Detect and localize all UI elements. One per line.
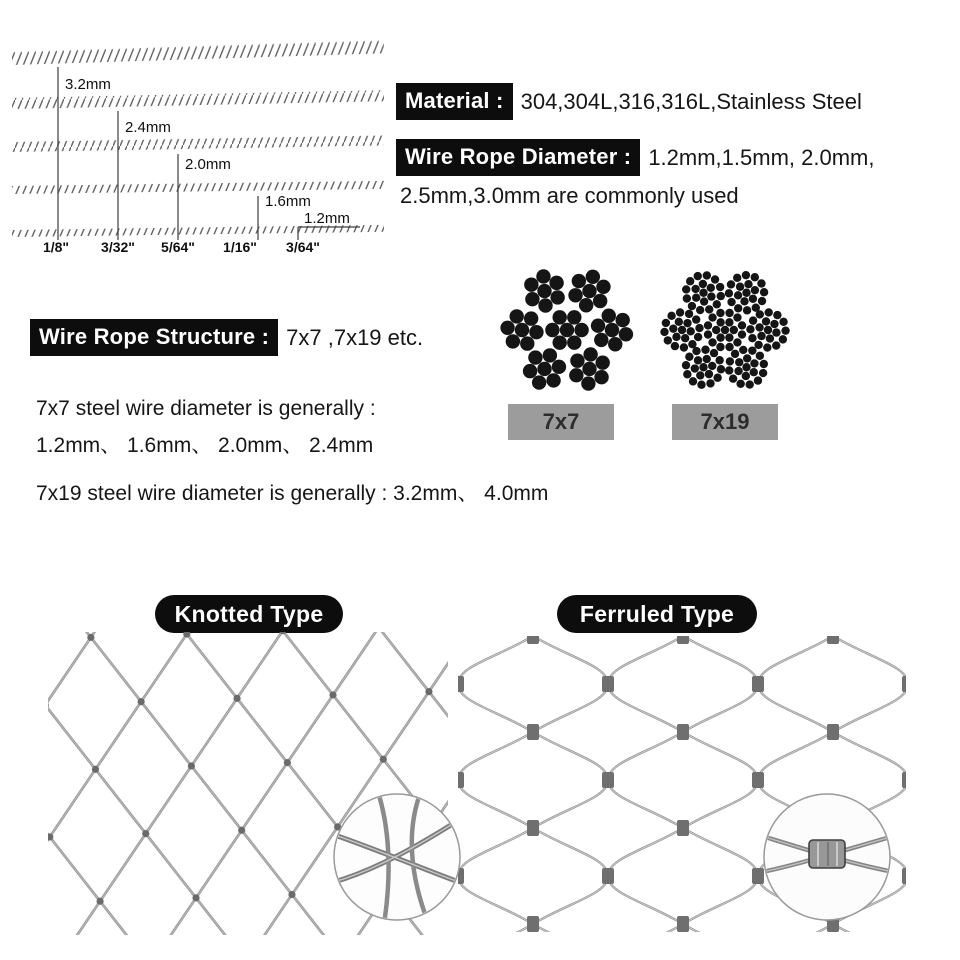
ferrule-detail-inset (756, 786, 898, 928)
rope-2-4mm (12, 90, 384, 109)
rope-illustrations (12, 40, 384, 237)
note-7x19: 7x19 steel wire diameter is generally : 3.2mm、 4.0mm (36, 482, 549, 505)
strand-7x7-cross-section-image (494, 257, 640, 403)
wire-rope-diameter-label: Wire Rope Diameter : (396, 139, 640, 176)
type-label-7x19: 7x19 (672, 404, 778, 440)
wire-rope-structure-label: Wire Rope Structure : (30, 319, 278, 356)
size-label-4: 1.2mm (304, 210, 350, 227)
wire-rope-structure-row (30, 319, 423, 356)
strand-7x19-cross-section-image (654, 262, 796, 398)
note-7x7-line1: 7x7 steel wire diameter is generally : (36, 397, 376, 420)
fraction-label-0: 1/8" (42, 239, 70, 255)
fraction-labels (43, 239, 320, 255)
material-row (396, 83, 862, 120)
material-label: Material : (396, 83, 513, 120)
wire-rope-diameter-diagram (8, 36, 393, 266)
note-7x7-line2: 1.2mm、 1.6mm、 2.0mm、 2.4mm (36, 434, 374, 457)
material-value: 304,304L,316,316L,Stainless Steel (520, 88, 862, 114)
ferruled-type-header: Ferruled Type (557, 595, 757, 633)
knot-detail-inset (326, 786, 468, 928)
rope-1-6mm (12, 181, 384, 194)
wire-rope-structure-value: 7x7 ,7x19 etc. (286, 324, 424, 350)
fraction-label-1: 3/32" (101, 239, 135, 255)
ferrule-sleeve (809, 840, 845, 868)
knotted-type-header: Knotted Type (155, 595, 343, 633)
type-label-7x7: 7x7 (508, 404, 614, 440)
size-label-1: 2.4mm (125, 119, 171, 136)
fraction-label-4: 3/64" (286, 239, 320, 255)
fraction-label-2: 5/64" (161, 239, 195, 255)
rope-3-2mm (12, 40, 384, 65)
wire-rope-diameter-row (396, 139, 874, 176)
fraction-label-3: 1/16" (223, 239, 257, 255)
size-label-2: 2.0mm (185, 156, 231, 173)
wire-rope-diameter-value-line1: 1.2mm,1.5mm, 2.0mm, (648, 144, 875, 170)
size-label-3: 1.6mm (265, 193, 311, 210)
rope-2-0mm (12, 136, 384, 152)
size-label-0: 3.2mm (65, 76, 111, 93)
wire-rope-diameter-value-line2: 2.5mm,3.0mm are commonly used (400, 183, 739, 208)
